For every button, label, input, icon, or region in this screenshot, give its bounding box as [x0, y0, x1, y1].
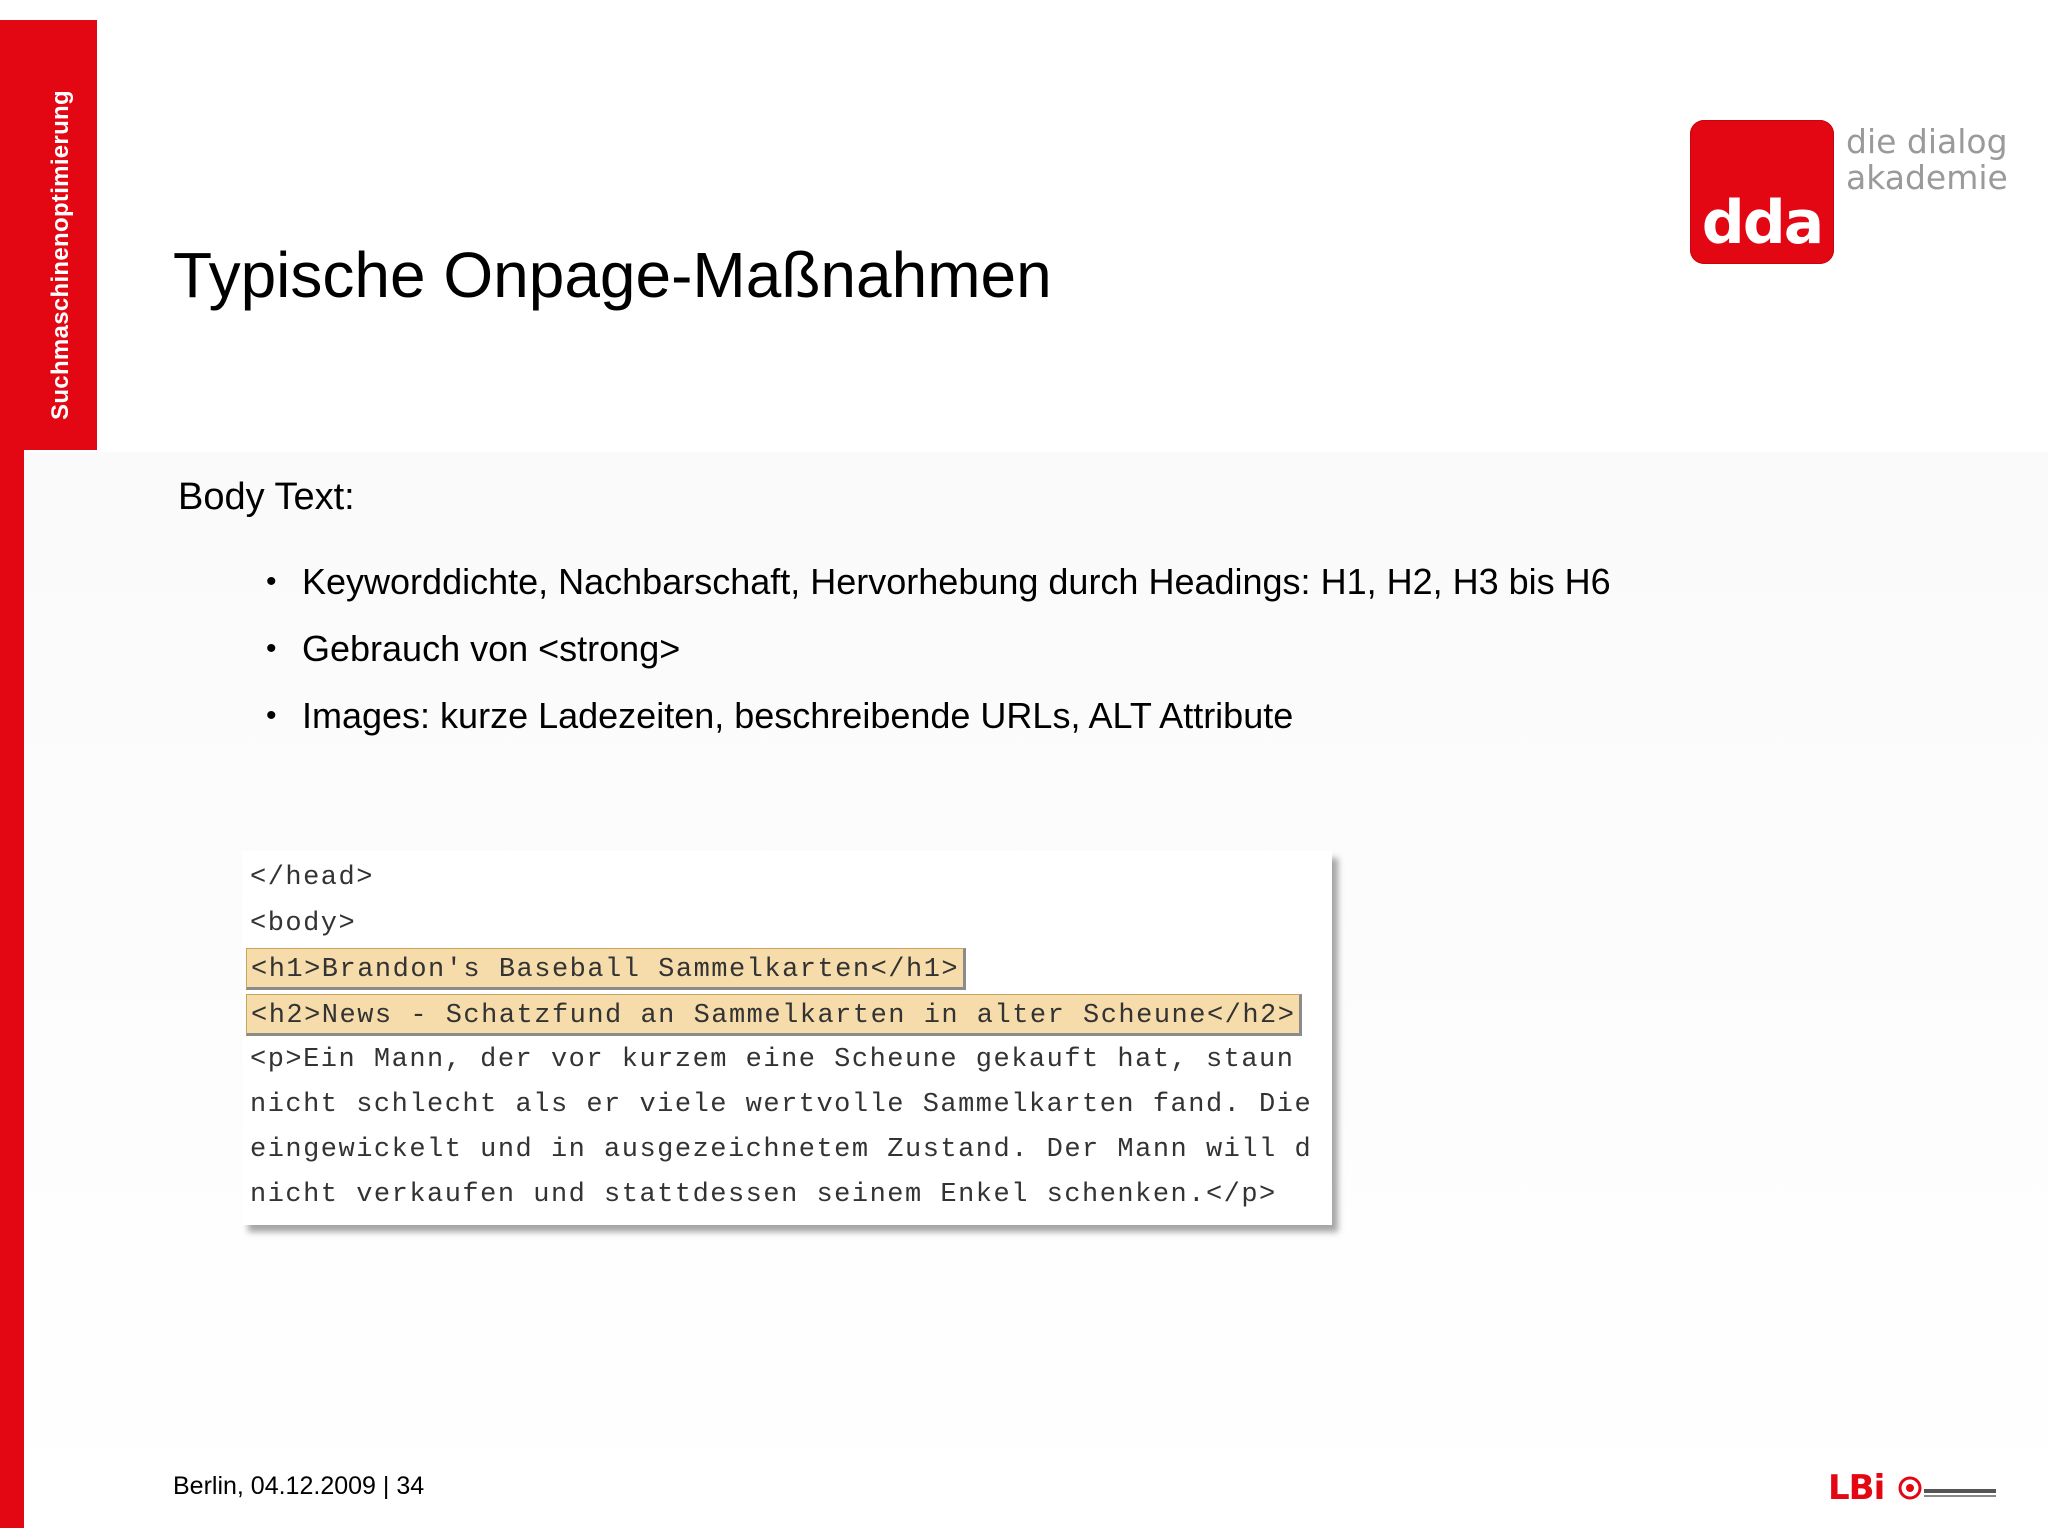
dda-logo-text: dda: [1701, 188, 1823, 258]
dda-logo-wordmark: [1846, 124, 2008, 196]
lbi-logo: [1828, 1468, 1998, 1508]
code-line-highlighted-h2: <h2>News - Schatzfund an Sammelkarten in alter Scheune</h2>: [246, 994, 1302, 1036]
code-line: <body>: [250, 909, 357, 939]
bullet-item: [266, 615, 1611, 682]
bullet-icon: •: [266, 632, 277, 665]
bullet-item: [266, 548, 1611, 615]
code-line: <p>Ein Mann, der vor kurzem eine Scheune gekauft hat, staun: [250, 1045, 1295, 1075]
code-line: eingewickelt und in ausgezeichnetem Zustand. Der Mann will d: [250, 1135, 1313, 1165]
code-line-highlighted-h1: <h1>Brandon's Baseball Sammelkarten</h1>: [246, 948, 966, 990]
dda-logo-mark: [1690, 120, 1834, 264]
logo-line-1: die dialog: [1846, 122, 2008, 161]
code-line: nicht verkaufen und stattdessen seinem Enkel schenken.</p>: [250, 1180, 1277, 1210]
footer-date-page: Berlin, 04.12.2009 | 34: [173, 1472, 425, 1500]
section-tab-label: Suchmaschinenoptimierung: [47, 90, 74, 420]
bullet-icon: •: [266, 699, 277, 732]
partner-emblem-icon: [1898, 1474, 1998, 1502]
bullet-icon: •: [266, 565, 277, 598]
logo-line-2: akademie: [1846, 158, 2008, 197]
bullet-item: [266, 682, 1611, 749]
dda-logo: [1690, 118, 2010, 268]
bullet-text: Gebrauch von <strong>: [302, 628, 681, 669]
code-screenshot: [242, 851, 1332, 1225]
bullet-list: [266, 548, 1611, 749]
code-line: nicht schlecht als er viele wertvolle Sammelkarten fand. Die: [250, 1090, 1313, 1120]
bullet-text: Keyworddichte, Nachbarschaft, Hervorhebung durch Headings: H1, H2, H3 bis H6: [302, 561, 1611, 602]
lbi-logo-text: LBi: [1828, 1468, 1885, 1508]
section-tab: [0, 20, 97, 450]
slide-title: Typische Onpage-Maßnahmen: [173, 239, 1052, 311]
section-heading: Body Text:: [178, 476, 355, 518]
bullet-text: Images: kurze Ladezeiten, beschreibende URLs, ALT Attribute: [302, 695, 1294, 736]
code-line: </head>: [250, 863, 374, 893]
